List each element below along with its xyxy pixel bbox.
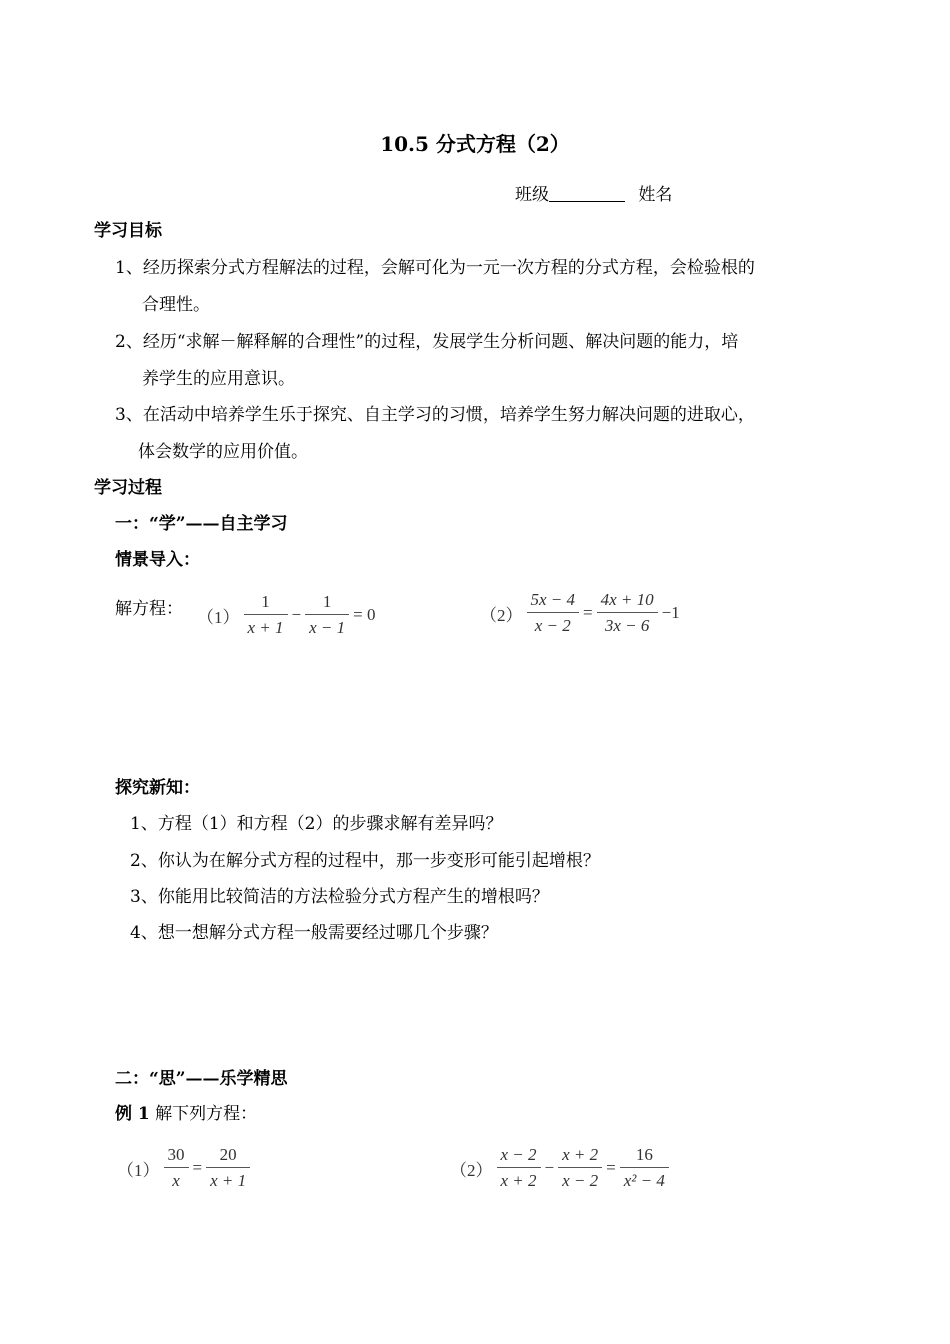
- goal-3-line2: 体会数学的应用价值。: [138, 442, 308, 462]
- equation-2: （2） $\frac{5x - 4}{x - 2}$ = $\frac{4x + 10}{3x - 6}$ −1: [480, 590, 680, 635]
- explore-heading: 探究新知：: [115, 778, 200, 798]
- question-4: 4、想一想解分式方程一般需要经过哪几个步骤？: [130, 923, 498, 943]
- ex2-frac1: $\frac{x - 2}{x + 2}$: [497, 1145, 541, 1191]
- goal-3-line1: 3、在活动中培养学生乐于探究、自主学习的习惯，培养学生努力解决问题的进取心，: [115, 405, 755, 425]
- solve-label: 解方程：: [115, 599, 183, 619]
- goal-2-line2: 养学生的应用意识。: [142, 369, 295, 389]
- example-1-heading: 例 1 解下列方程：: [115, 1104, 258, 1124]
- ex1-frac2: $\frac{20}{x + 1}$: [206, 1145, 250, 1191]
- goal-1-line1: 1、经历探索分式方程解法的过程，会解可化为一元一次方程的分式方程，会检验根的: [115, 258, 755, 278]
- eq1-frac1: $\frac{1}{x + 1}$: [244, 592, 288, 638]
- question-3: 3、你能用比较简洁的方法检验分式方程产生的增根吗？: [130, 887, 549, 907]
- page-title: 10.5 分式方程（2）: [380, 132, 570, 156]
- part2-heading: 二：“思”——乐学精思: [115, 1069, 288, 1089]
- ex2-frac2: $\frac{x + 2}{x - 2}$: [558, 1145, 602, 1191]
- equation-1: （1） $\frac{1}{x + 1}$ − $\frac{1}{x - 1}$ = 0: [197, 592, 376, 637]
- eq2-frac1: $\frac{5x - 4}{x - 2}$: [527, 590, 580, 636]
- ex1-frac1: $\frac{30}{x}$: [164, 1145, 189, 1191]
- question-2: 2、你认为在解分式方程的过程中，那一步变形可能引起增根？: [130, 851, 600, 871]
- example-equation-2: （2） $\frac{x - 2}{x + 2}$ − $\frac{x + 2}{x - 2}$ = $\frac{16}{\text{x² − 4}}$: [448, 1145, 671, 1191]
- question-1: 1、方程（1）和方程（2）的步骤求解有差异吗？: [130, 814, 503, 834]
- part1-heading: 一：“学”——自主学习: [115, 514, 288, 534]
- eq2-frac2: $\frac{4x + 10}{3x - 6}$: [597, 590, 658, 636]
- name-label: 姓名: [638, 185, 673, 205]
- class-name-row: [515, 180, 672, 205]
- class-label: 班级: [515, 185, 549, 205]
- eq1-label: （1）: [197, 607, 240, 627]
- ex2-frac3: $\frac{16}{\text{x² − 4}}$: [620, 1145, 669, 1191]
- goals-heading: 学习目标: [94, 221, 162, 241]
- example-equation-1: （1） $\frac{30}{x}$ = $\frac{20}{x + 1}$: [115, 1145, 252, 1191]
- process-heading: 学习过程: [94, 478, 162, 498]
- eq2-label: （2）: [480, 605, 523, 625]
- goal-2-line1: 2、经历“求解－解释解的合理性”的过程，发展学生分析问题、解决问题的能力，培: [115, 332, 739, 352]
- class-blank[interactable]: [549, 185, 625, 202]
- intro-heading: 情景导入：: [115, 550, 200, 570]
- eq1-frac2: $\frac{1}{x - 1}$: [305, 592, 349, 638]
- goal-1-line2: 合理性。: [142, 295, 210, 315]
